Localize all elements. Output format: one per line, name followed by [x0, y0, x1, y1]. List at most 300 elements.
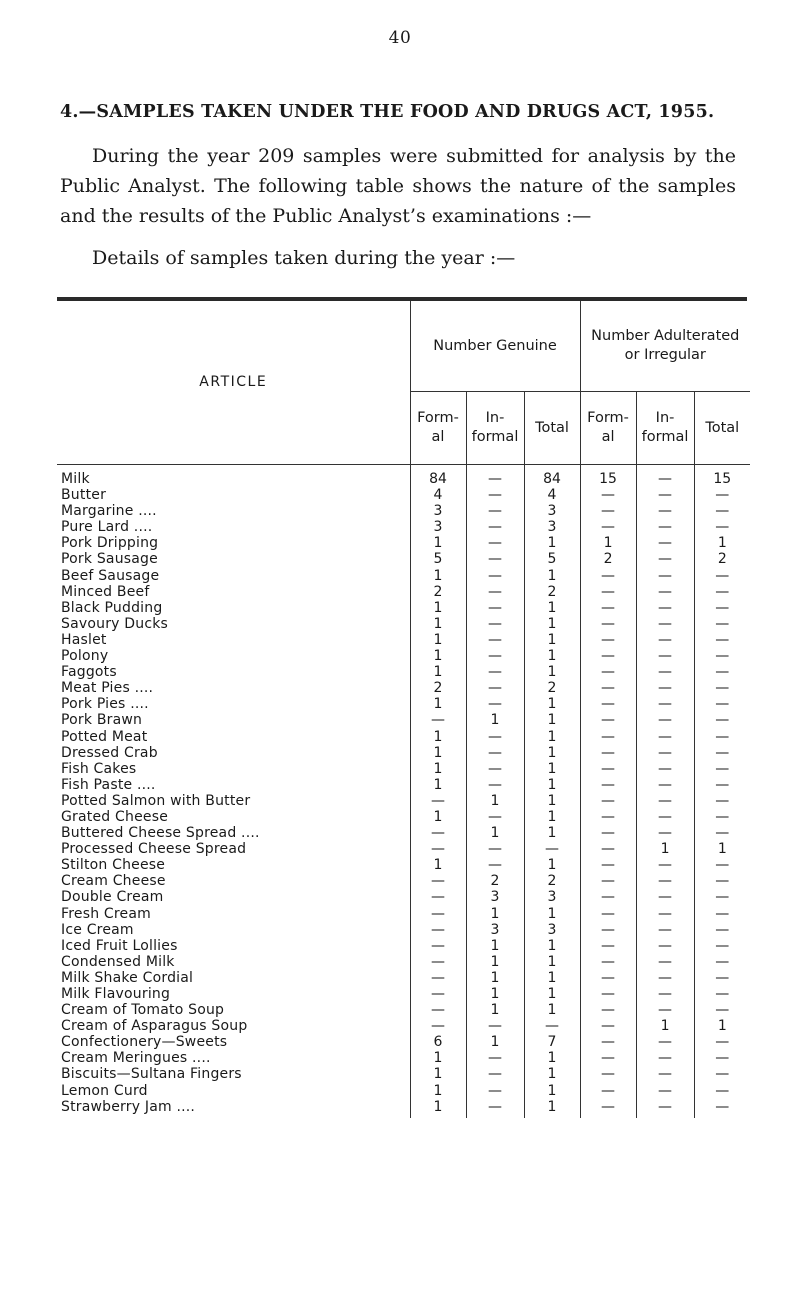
adulterated-formal-cell: — — [580, 938, 636, 954]
section-heading: 4.—SAMPLES TAKEN UNDER THE FOOD AND DRUGS ACT, 1955. — [60, 102, 715, 122]
adulterated-formal-cell: — — [580, 712, 636, 728]
adulterated-total-cell: — — [694, 487, 750, 503]
genuine-informal-cell: — — [466, 696, 524, 712]
adulterated-total-cell: 15 — [694, 465, 750, 488]
adulterated-formal-cell: — — [580, 761, 636, 777]
article-name: Pork Sausage — [61, 551, 162, 567]
genuine-formal-cell: — — [410, 970, 466, 986]
adulterated-formal-cell: — — [580, 906, 636, 922]
genuine-informal-cell: 1 — [466, 970, 524, 986]
adulterated-informal-cell: — — [636, 551, 694, 567]
adulterated-formal-cell: — — [580, 922, 636, 938]
genuine-informal-cell: 1 — [466, 938, 524, 954]
genuine-formal-cell: — — [410, 1018, 466, 1034]
article-cell — [57, 503, 410, 519]
genuine-total-cell: 1 — [524, 906, 580, 922]
article-name: Iced Fruit Lollies — [61, 938, 182, 954]
table-row — [57, 745, 750, 761]
table-row — [57, 841, 750, 857]
genuine-formal-cell: 2 — [410, 680, 466, 696]
adulterated-formal-cell: — — [580, 680, 636, 696]
adulterated-total-cell: — — [694, 1002, 750, 1018]
table-row — [57, 970, 750, 986]
article-cell — [57, 777, 410, 793]
genuine-formal-cell: 1 — [410, 1050, 466, 1066]
genuine-formal-cell: 1 — [410, 664, 466, 680]
article-name: Potted Meat — [61, 729, 151, 745]
adulterated-total-cell: — — [694, 1099, 750, 1118]
genuine-informal-cell: — — [466, 632, 524, 648]
article-cell — [57, 1050, 410, 1066]
adulterated-informal-cell: — — [636, 600, 694, 616]
genuine-formal-cell: — — [410, 793, 466, 809]
adulterated-group-header: Number Adulterated or Irregular — [580, 301, 750, 392]
table-row — [57, 680, 750, 696]
table-row — [57, 1083, 750, 1099]
adulterated-total-cell: — — [694, 1066, 750, 1082]
adulterated-formal-cell: — — [580, 1083, 636, 1099]
table-row — [57, 465, 750, 488]
article-cell — [57, 793, 410, 809]
genuine-formal-cell: 3 — [410, 519, 466, 535]
genuine-formal-cell: 1 — [410, 745, 466, 761]
genuine-total-cell: 1 — [524, 938, 580, 954]
adulterated-total-cell: — — [694, 825, 750, 841]
table-row — [57, 1002, 750, 1018]
adulterated-total-cell: — — [694, 1034, 750, 1050]
genuine-total-cell: — — [524, 841, 580, 857]
adulterated-formal-cell: — — [580, 873, 636, 889]
adulterated-informal-cell: — — [636, 584, 694, 600]
adulterated-informal-cell: — — [636, 1066, 694, 1082]
adulterated-total-cell: — — [694, 729, 750, 745]
article-name: Butter — [61, 487, 110, 503]
genuine-informal-cell: 1 — [466, 1002, 524, 1018]
article-name: Milk — [61, 471, 94, 487]
adulterated-total-cell: — — [694, 954, 750, 970]
table-row — [57, 873, 750, 889]
genuine-formal-cell: — — [410, 873, 466, 889]
article-cell — [57, 809, 410, 825]
adulterated-informal-cell: — — [636, 986, 694, 1002]
adulterated-formal-cell: — — [580, 503, 636, 519]
adulterated-total-cell: — — [694, 922, 750, 938]
table-row — [57, 1050, 750, 1066]
genuine-total-cell: 1 — [524, 648, 580, 664]
genuine-informal-cell: 1 — [466, 906, 524, 922]
adulterated-formal-header: Form-al — [580, 392, 636, 465]
table-row — [57, 503, 750, 519]
adulterated-formal-cell: — — [580, 857, 636, 873]
genuine-informal-cell: 1 — [466, 712, 524, 728]
adulterated-total-cell: — — [694, 600, 750, 616]
article-name: Milk Shake Cordial — [61, 970, 197, 986]
genuine-total-cell: 2 — [524, 680, 580, 696]
table-row — [57, 551, 750, 567]
genuine-total-cell: 1 — [524, 857, 580, 873]
adulterated-total-cell: — — [694, 970, 750, 986]
genuine-informal-cell: — — [466, 777, 524, 793]
article-name: Dressed Crab — [61, 745, 162, 761]
adulterated-informal-cell: — — [636, 1099, 694, 1118]
genuine-informal-cell: 1 — [466, 986, 524, 1002]
genuine-formal-header: Form-al — [410, 392, 466, 465]
genuine-total-cell: 4 — [524, 487, 580, 503]
adulterated-informal-cell: — — [636, 465, 694, 488]
genuine-informal-cell: — — [466, 729, 524, 745]
adulterated-formal-cell: — — [580, 745, 636, 761]
genuine-formal-cell: 2 — [410, 584, 466, 600]
article-name: Milk Flavouring — [61, 986, 174, 1002]
genuine-formal-cell: — — [410, 889, 466, 905]
article-name: Fresh Cream — [61, 906, 155, 922]
article-cell — [57, 954, 410, 970]
genuine-total-cell: 84 — [524, 465, 580, 488]
article-name: Lemon Curd — [61, 1083, 152, 1099]
genuine-formal-cell: — — [410, 1002, 466, 1018]
adulterated-informal-cell: — — [636, 487, 694, 503]
genuine-informal-cell: — — [466, 584, 524, 600]
genuine-formal-cell: 1 — [410, 616, 466, 632]
adulterated-informal-cell: — — [636, 922, 694, 938]
article-cell — [57, 519, 410, 535]
adulterated-informal-cell: — — [636, 825, 694, 841]
article-name: Processed Cheese Spread — [61, 841, 250, 857]
article-name: Double Cream — [61, 889, 168, 905]
adulterated-informal-cell: — — [636, 970, 694, 986]
adulterated-total-cell: — — [694, 777, 750, 793]
adulterated-informal-header: In-formal — [636, 392, 694, 465]
adulterated-formal-cell: — — [580, 777, 636, 793]
adulterated-formal-cell: — — [580, 600, 636, 616]
table-row — [57, 809, 750, 825]
genuine-formal-cell: — — [410, 954, 466, 970]
table-row — [57, 568, 750, 584]
table-row — [57, 584, 750, 600]
article-cell — [57, 889, 410, 905]
table-row — [57, 648, 750, 664]
genuine-informal-cell: — — [466, 1099, 524, 1118]
adulterated-total-cell: — — [694, 632, 750, 648]
adulterated-informal-cell: — — [636, 809, 694, 825]
adulterated-informal-cell: — — [636, 648, 694, 664]
samples-table — [57, 301, 750, 1118]
genuine-informal-cell: 3 — [466, 922, 524, 938]
genuine-total-cell: 1 — [524, 632, 580, 648]
adulterated-total-cell: — — [694, 986, 750, 1002]
article-name: Potted Salmon with Butter — [61, 793, 254, 809]
adulterated-total-cell: — — [694, 889, 750, 905]
genuine-total-cell: 3 — [524, 889, 580, 905]
samples-table-container — [57, 297, 747, 1118]
adulterated-informal-cell: — — [636, 519, 694, 535]
adulterated-total-cell: — — [694, 809, 750, 825]
adulterated-formal-cell: — — [580, 1018, 636, 1034]
table-row — [57, 793, 750, 809]
genuine-informal-cell: — — [466, 648, 524, 664]
adulterated-total-cell: — — [694, 568, 750, 584]
genuine-total-cell: 1 — [524, 535, 580, 551]
adulterated-informal-cell: — — [636, 873, 694, 889]
article-cell — [57, 1034, 410, 1050]
genuine-total-cell: 1 — [524, 986, 580, 1002]
article-name: Pork Brawn — [61, 712, 146, 728]
adulterated-informal-cell: — — [636, 664, 694, 680]
article-cell — [57, 922, 410, 938]
adulterated-informal-cell: — — [636, 1050, 694, 1066]
genuine-total-cell: 1 — [524, 696, 580, 712]
genuine-total-cell: 1 — [524, 777, 580, 793]
adulterated-formal-cell: — — [580, 696, 636, 712]
genuine-informal-cell: — — [466, 761, 524, 777]
article-cell — [57, 487, 410, 503]
genuine-informal-cell: 1 — [466, 1034, 524, 1050]
table-row — [57, 632, 750, 648]
adulterated-total-cell: 1 — [694, 1018, 750, 1034]
genuine-total-cell: 1 — [524, 793, 580, 809]
genuine-formal-cell: 1 — [410, 761, 466, 777]
genuine-formal-cell: — — [410, 825, 466, 841]
genuine-total-cell: 1 — [524, 1083, 580, 1099]
genuine-informal-cell: — — [466, 535, 524, 551]
adulterated-formal-cell: — — [580, 986, 636, 1002]
article-name: Grated Cheese — [61, 809, 172, 825]
adulterated-informal-cell: — — [636, 503, 694, 519]
adulterated-total-cell: — — [694, 1083, 750, 1099]
table-row — [57, 487, 750, 503]
genuine-informal-cell: 1 — [466, 954, 524, 970]
genuine-total-cell: 1 — [524, 745, 580, 761]
table-row — [57, 1066, 750, 1082]
adulterated-total-cell: — — [694, 761, 750, 777]
genuine-informal-cell: — — [466, 551, 524, 567]
article-name: Cream Meringues .... — [61, 1050, 215, 1066]
genuine-total-cell: 1 — [524, 1066, 580, 1082]
article-cell — [57, 761, 410, 777]
article-name: Cream Cheese — [61, 873, 170, 889]
genuine-formal-cell: 1 — [410, 568, 466, 584]
article-name: Fish Cakes — [61, 761, 140, 777]
genuine-formal-cell: — — [410, 938, 466, 954]
adulterated-total-cell: — — [694, 873, 750, 889]
genuine-formal-cell: 1 — [410, 648, 466, 664]
table-row — [57, 600, 750, 616]
adulterated-informal-cell: 1 — [636, 841, 694, 857]
genuine-informal-cell: — — [466, 487, 524, 503]
genuine-informal-cell: — — [466, 519, 524, 535]
article-name: Confectionery—Sweets — [61, 1034, 231, 1050]
adulterated-informal-cell: — — [636, 777, 694, 793]
article-cell — [57, 680, 410, 696]
adulterated-total-cell: 1 — [694, 535, 750, 551]
article-cell — [57, 1099, 410, 1118]
genuine-total-cell: 2 — [524, 584, 580, 600]
adulterated-total-cell: 2 — [694, 551, 750, 567]
adulterated-total-cell: — — [694, 906, 750, 922]
article-cell — [57, 632, 410, 648]
article-name: Black Pudding — [61, 600, 166, 616]
genuine-formal-cell: — — [410, 841, 466, 857]
genuine-informal-cell: — — [466, 1066, 524, 1082]
table-row — [57, 696, 750, 712]
adulterated-informal-cell: — — [636, 954, 694, 970]
adulterated-formal-cell: — — [580, 1099, 636, 1118]
genuine-formal-cell: 1 — [410, 1083, 466, 1099]
genuine-total-cell: 1 — [524, 664, 580, 680]
adulterated-formal-cell: — — [580, 889, 636, 905]
adulterated-formal-cell: — — [580, 616, 636, 632]
adulterated-formal-cell: — — [580, 809, 636, 825]
adulterated-formal-cell: 1 — [580, 535, 636, 551]
article-column-header: ARTICLE — [57, 301, 410, 465]
adulterated-formal-cell: — — [580, 584, 636, 600]
genuine-total-cell: 3 — [524, 922, 580, 938]
table-row — [57, 922, 750, 938]
genuine-total-cell: 1 — [524, 809, 580, 825]
adulterated-total-cell: — — [694, 1050, 750, 1066]
genuine-total-cell: — — [524, 1018, 580, 1034]
table-row — [57, 889, 750, 905]
adulterated-formal-cell: — — [580, 568, 636, 584]
article-cell — [57, 551, 410, 567]
table-row — [57, 761, 750, 777]
intro-paragraph: During the year 209 samples were submitted for analysis by the Public Analyst. The following table shows the nature of the samples and the results of the Public Analyst’s examinations :— — [60, 145, 736, 227]
genuine-formal-cell: — — [410, 986, 466, 1002]
genuine-formal-cell: 3 — [410, 503, 466, 519]
article-cell — [57, 664, 410, 680]
genuine-total-cell: 1 — [524, 970, 580, 986]
genuine-total-cell: 2 — [524, 873, 580, 889]
genuine-informal-cell: — — [466, 503, 524, 519]
article-cell — [57, 873, 410, 889]
adulterated-informal-cell: — — [636, 680, 694, 696]
article-name: Pork Pies .... — [61, 696, 153, 712]
genuine-informal-cell: — — [466, 568, 524, 584]
genuine-informal-cell: — — [466, 841, 524, 857]
genuine-group-header: Number Genuine — [410, 301, 580, 392]
adulterated-informal-cell: — — [636, 729, 694, 745]
adulterated-informal-cell: — — [636, 906, 694, 922]
adulterated-informal-cell: — — [636, 712, 694, 728]
article-name: Cream of Asparagus Soup — [61, 1018, 251, 1034]
adulterated-formal-cell: — — [580, 1002, 636, 1018]
adulterated-informal-cell: — — [636, 696, 694, 712]
table-row — [57, 857, 750, 873]
adulterated-informal-cell: — — [636, 1034, 694, 1050]
genuine-formal-cell: — — [410, 712, 466, 728]
adulterated-total-cell: — — [694, 696, 750, 712]
article-cell — [57, 729, 410, 745]
adulterated-total-cell: — — [694, 519, 750, 535]
adulterated-formal-cell: — — [580, 632, 636, 648]
adulterated-formal-cell: — — [580, 954, 636, 970]
genuine-informal-header: In-formal — [466, 392, 524, 465]
adulterated-total-cell: 1 — [694, 841, 750, 857]
article-cell — [57, 696, 410, 712]
table-row — [57, 616, 750, 632]
adulterated-total-cell: — — [694, 680, 750, 696]
table-row — [57, 954, 750, 970]
adulterated-informal-cell: — — [636, 632, 694, 648]
genuine-total-cell: 3 — [524, 503, 580, 519]
article-name: Condensed Milk — [61, 954, 179, 970]
article-name: Ice Cream — [61, 922, 138, 938]
adulterated-informal-cell: — — [636, 568, 694, 584]
genuine-informal-cell: 3 — [466, 889, 524, 905]
article-name: Polony — [61, 648, 112, 664]
genuine-total-cell: 1 — [524, 568, 580, 584]
article-cell — [57, 712, 410, 728]
adulterated-informal-cell: — — [636, 938, 694, 954]
adulterated-formal-cell: — — [580, 793, 636, 809]
adulterated-formal-cell: — — [580, 1066, 636, 1082]
adulterated-informal-cell: — — [636, 745, 694, 761]
genuine-total-cell: 1 — [524, 954, 580, 970]
article-cell — [57, 825, 410, 841]
article-cell — [57, 1002, 410, 1018]
genuine-total-cell: 1 — [524, 825, 580, 841]
genuine-total-cell: 1 — [524, 1002, 580, 1018]
genuine-formal-cell: — — [410, 906, 466, 922]
article-name: Biscuits—Sultana Fingers — [61, 1066, 246, 1082]
article-name: Strawberry Jam .... — [61, 1099, 199, 1115]
article-name: Margarine .... — [61, 503, 161, 519]
adulterated-formal-cell: — — [580, 729, 636, 745]
article-cell — [57, 535, 410, 551]
table-row — [57, 938, 750, 954]
genuine-informal-cell: — — [466, 616, 524, 632]
genuine-informal-cell: — — [466, 664, 524, 680]
adulterated-informal-cell: — — [636, 889, 694, 905]
article-name: Cream of Tomato Soup — [61, 1002, 228, 1018]
article-cell — [57, 857, 410, 873]
genuine-total-cell: 1 — [524, 1099, 580, 1118]
genuine-formal-cell: 1 — [410, 1099, 466, 1118]
article-name: Beef Sausage — [61, 568, 163, 584]
genuine-informal-cell: 1 — [466, 793, 524, 809]
article-cell — [57, 1018, 410, 1034]
adulterated-total-cell: — — [694, 938, 750, 954]
genuine-formal-cell: 5 — [410, 551, 466, 567]
genuine-total-cell: 5 — [524, 551, 580, 567]
adulterated-total-cell: — — [694, 712, 750, 728]
adulterated-total-header: Total — [694, 392, 750, 465]
article-cell — [57, 841, 410, 857]
adulterated-formal-cell: — — [580, 648, 636, 664]
adulterated-formal-cell: — — [580, 487, 636, 503]
table-row — [57, 664, 750, 680]
adulterated-formal-cell: — — [580, 1034, 636, 1050]
article-cell — [57, 745, 410, 761]
article-cell — [57, 1066, 410, 1082]
article-cell — [57, 938, 410, 954]
article-cell — [57, 584, 410, 600]
genuine-informal-cell: — — [466, 1018, 524, 1034]
adulterated-informal-cell: — — [636, 1083, 694, 1099]
page-number: 40 — [388, 28, 412, 48]
genuine-informal-cell: — — [466, 809, 524, 825]
article-cell — [57, 970, 410, 986]
genuine-informal-cell: 2 — [466, 873, 524, 889]
adulterated-formal-cell: — — [580, 1050, 636, 1066]
article-cell — [57, 600, 410, 616]
article-name: Meat Pies .... — [61, 680, 157, 696]
article-name: Faggots — [61, 664, 121, 680]
article-cell — [57, 465, 410, 488]
genuine-informal-cell: — — [466, 680, 524, 696]
table-row — [57, 986, 750, 1002]
article-cell — [57, 648, 410, 664]
